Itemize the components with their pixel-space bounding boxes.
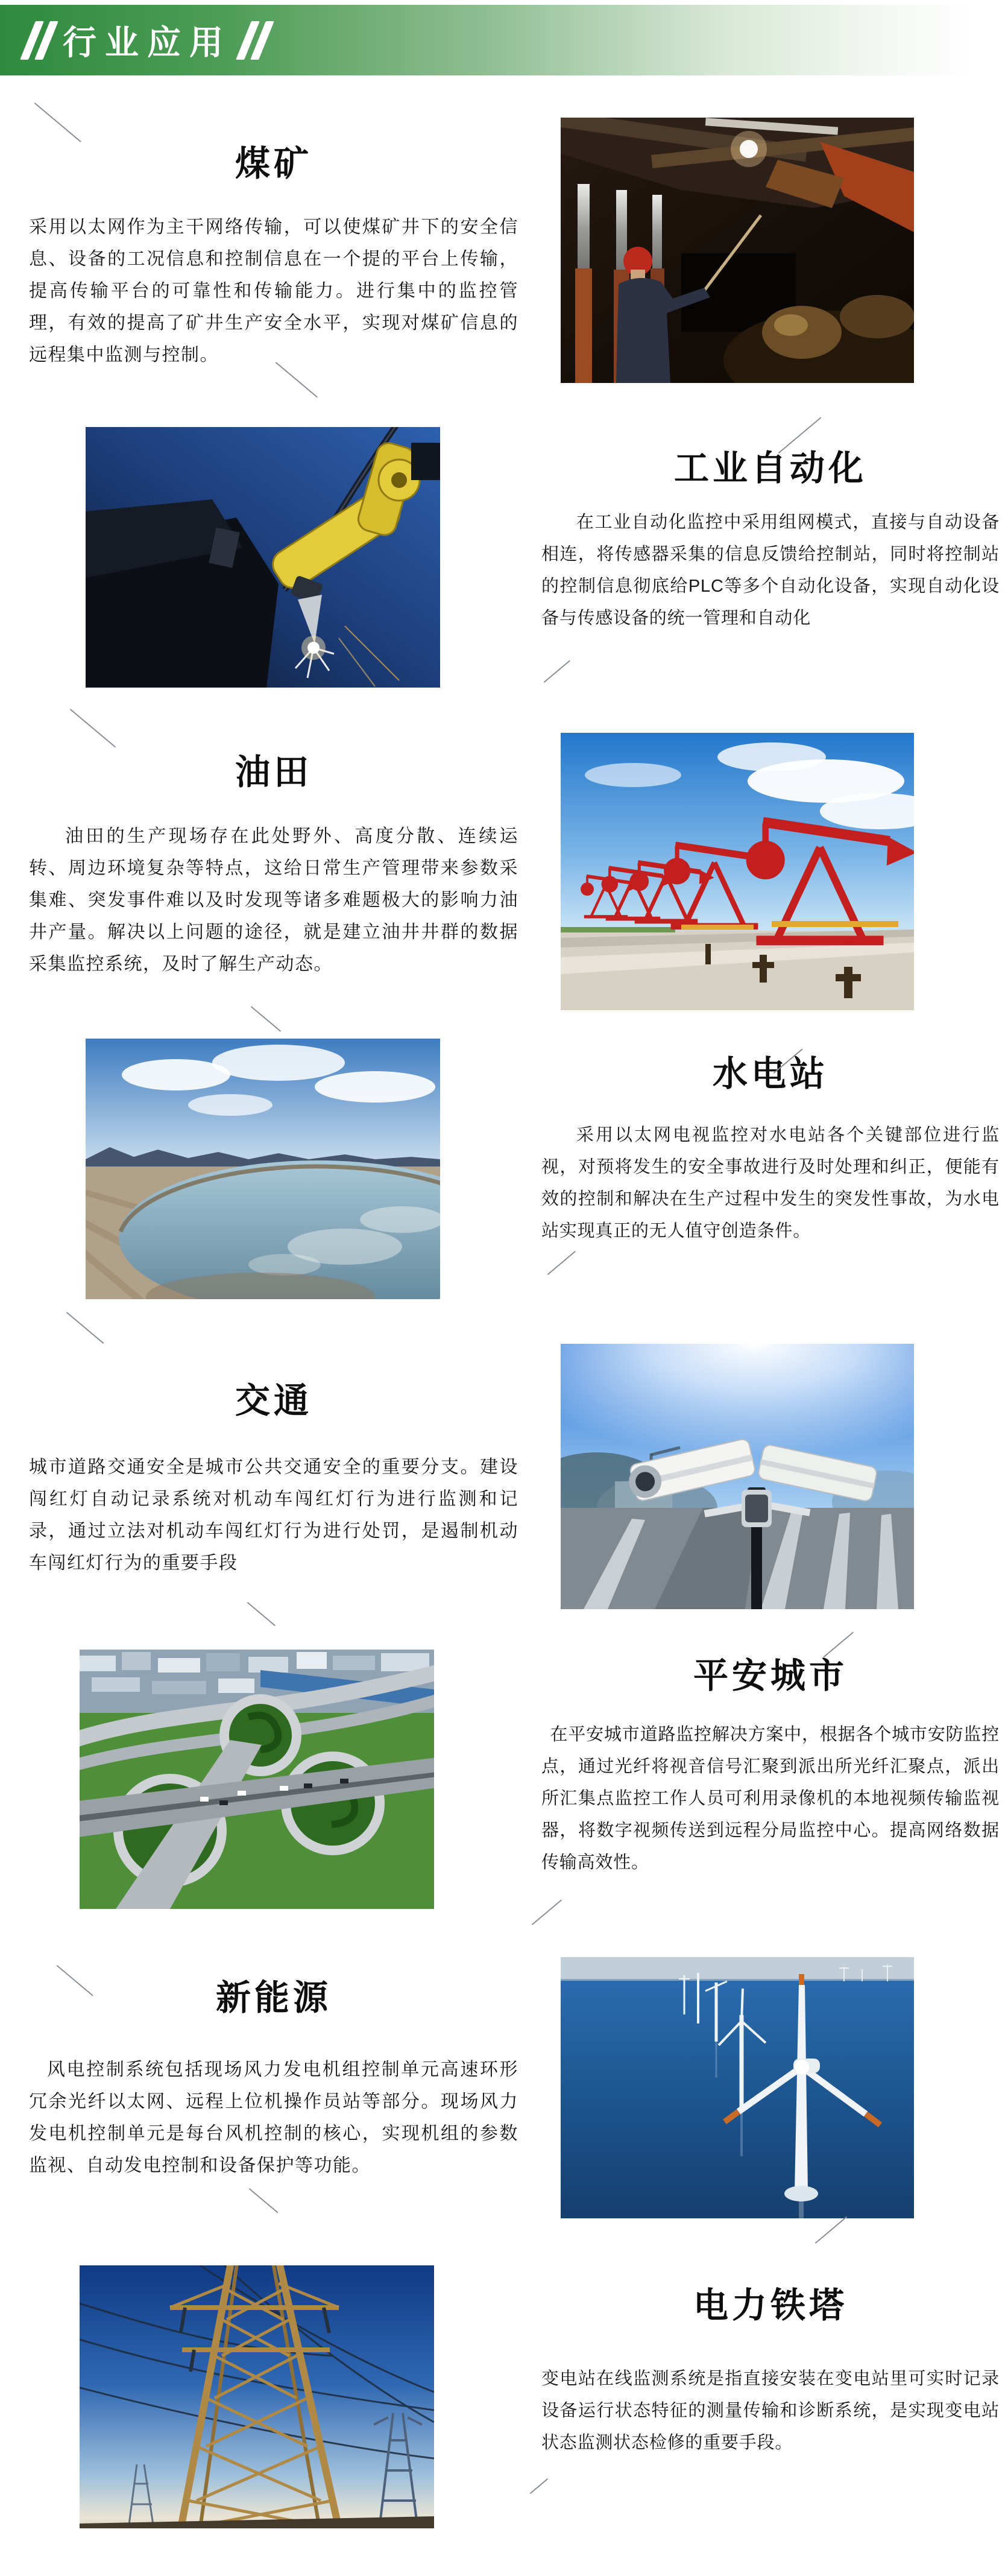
section-text-new-energy: 风电控制系统包括现场风力发电机组控制单元高速环形冗余光纤以太网、远程上位机操作员站等部分。现场风力发电机控制单元是每台风机控制的核心，实现机组的参数监视、自动发电控制和设备保护等功能。 — [29, 2060, 518, 2176]
diagonal-line — [530, 2478, 548, 2494]
section-title-coal-mine: 煤矿 — [235, 144, 312, 183]
section-title-industrial-automation: 工业自动化 — [673, 449, 867, 488]
diagonal-line — [34, 103, 81, 142]
diagonal-line — [544, 660, 570, 683]
section-title-hydropower: 水电站 — [712, 1054, 828, 1093]
page-title: 行业应用 — [63, 24, 232, 62]
section-text-coal-mine: 采用以太网作为主干网络传输，可以使煤矿井下的安全信息、设备的工况信息和控制信息在一个提的平台上传输，提高传输平台的可靠性和传输能力。进行集中的监控管理，有效的提高了矿井生产安全水平，实现对煤矿信息的远程集中监测与控制。 — [29, 217, 518, 365]
diagonal-line — [66, 1312, 104, 1344]
hydropower-reservoir-photo — [86, 1039, 440, 1299]
welding-robot-arm-photo — [86, 427, 440, 688]
section-text-power-tower: 变电站在线监测系统是指直接安装在变电站里可实时记录设备运行状态特征的测量传输和诊断系统，是实现变电站状态监测状态检修的重要手段。 — [541, 2369, 1000, 2452]
double-slash-icon — [28, 21, 51, 60]
section-title-power-tower: 电力铁塔 — [693, 2286, 848, 2325]
section-text-hydropower: 采用以太网电视监控对水电站各个关键部位进行监视，对预将发生的安全事故进行及时处理和纠正，便能有效的控制和解决在生产过程中发生的突发性事故，为水电站实现真正的无人值守创造条件。 — [541, 1125, 1000, 1241]
diagonal-line — [824, 1631, 854, 1657]
section-text-safe-city: 在平安城市道路监控解决方案中，根据各个城市安防监控点，通过光纤将视音信号汇聚到派出所光纤汇聚点，派出所汇集点监控工作人员可利用录像机的本地视频传输监视器，将数字视频传送到远程分局监控中心。提高网络数据传输高效性。 — [541, 1725, 1000, 1872]
section-text-traffic: 城市道路交通安全是城市公共交通安全的重要分支。建设闯红灯自动记录系统对机动车闯红灯行为进行监测和记录，通过立法对机动车闯红灯行为进行处罚，是遏制机动车闯红灯行为的重要手段 — [29, 1457, 518, 1573]
power-transmission-tower-photo — [80, 2265, 434, 2528]
diagonal-line — [251, 1006, 281, 1032]
diagonal-line — [249, 2188, 279, 2213]
diagonal-line — [247, 1602, 276, 1626]
double-slash-icon — [244, 21, 266, 60]
section-title-oilfield: 油田 — [235, 753, 312, 792]
offshore-wind-farm-photo — [561, 1957, 914, 2218]
traffic-surveillance-cameras-photo — [561, 1344, 914, 1609]
section-header-banner — [0, 5, 1005, 75]
diagonal-line — [532, 1899, 562, 1925]
section-text-industrial-automation: 在工业自动化监控中采用组网模式，直接与自动设备相连，将传感器采集的信息反馈给控制站，同时将控制站的控制信息彻底给PLC等多个自动化设备，实现自动化设备与传感设备的统一管理和自动化 — [541, 513, 1000, 628]
diagonal-line — [70, 709, 116, 748]
diagonal-line — [547, 1251, 576, 1275]
coal-mine-underground-photo — [561, 118, 914, 383]
oilfield-pumpjacks-photo — [561, 733, 914, 1010]
diagonal-line — [815, 2217, 847, 2244]
section-title-new-energy: 新能源 — [215, 1978, 332, 2017]
highway-interchange-aerial-photo — [80, 1650, 434, 1909]
section-text-oilfield: 油田的生产现场存在此处野外、高度分散、连续运转、周边环境复杂等特点，这给日常生产管理带来参数采集难、突发事件难以及时发现等诸多难题极大的影响力油井产量。解决以上问题的途径，就是建立油井井群的数据采集监控系统，及时了解生产动态。 — [29, 826, 518, 974]
section-title-safe-city: 平安城市 — [693, 1656, 848, 1695]
section-title-traffic: 交通 — [235, 1381, 312, 1420]
